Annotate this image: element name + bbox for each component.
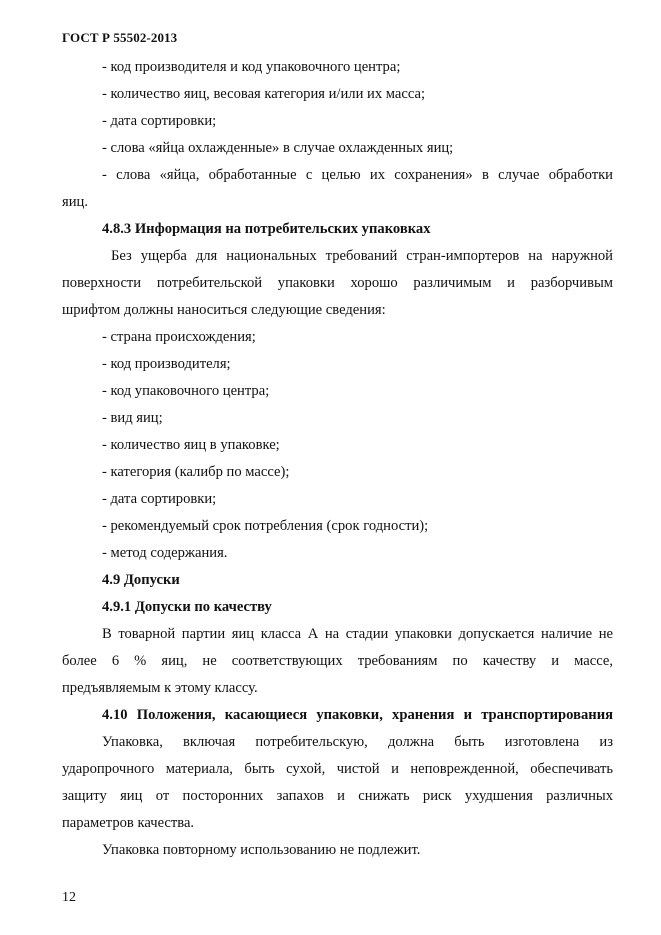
list-item-chilled: - слова «яйца охлажденные» в случае охлажденных яиц; (102, 140, 454, 156)
list-item-producer-code: - код производителя и код упаковочного центра; (102, 59, 401, 75)
list-item: - рекомендуемый срок потребления (срок годности); (102, 518, 429, 534)
list-item-sort-date: - дата сортировки; (102, 113, 217, 129)
list-item-preserved: - слова «яйца, обработанные с целью их сохранения» в случае обработки (102, 167, 613, 183)
paragraph-line: шрифтом должны наноситься следующие сведения: (62, 302, 386, 318)
paragraph-line: защиту яиц от посторонних запахов и снижать риск ухудшения различных (62, 788, 613, 804)
page-number: 12 (62, 890, 76, 905)
list-item: - метод содержания. (102, 545, 228, 561)
section-heading-4-9: 4.9 Допуски (102, 572, 180, 588)
paragraph-line: более 6 % яиц, не соответствующих требованиям по качеству и массе, (62, 653, 613, 669)
section-heading-4-9-1: 4.9.1 Допуски по качеству (102, 599, 272, 615)
list-item-preserved-cont: яиц. (62, 194, 88, 210)
list-item: - код производителя; (102, 356, 231, 372)
paragraph-line: Упаковка, включая потребительскую, должна быть изготовлена из (102, 734, 613, 750)
paragraph-line: В товарной партии яиц класса А на стадии упаковки допускается наличие не (102, 626, 613, 642)
paragraph-line: ударопрочного материала, быть сухой, чистой и неповрежденной, обеспечивать (62, 761, 613, 777)
paragraph-line: предъявляемым к этому классу. (62, 680, 258, 696)
list-item: - количество яиц в упаковке; (102, 437, 280, 453)
list-item-egg-count: - количество яиц, весовая категория и/или их масса; (102, 86, 426, 102)
list-item: - дата сортировки; (102, 491, 217, 507)
paragraph-line: поверхности потребительской упаковки хорошо различимым и разборчивым (62, 275, 613, 291)
paragraph-line: Упаковка повторному использованию не подлежит. (102, 842, 421, 858)
document-body (62, 54, 613, 864)
paragraph-line: Без ущерба для национальных требований стран-импортеров на наружной (102, 248, 613, 264)
section-heading-4-8-3: 4.8.3 Информация на потребительских упаковках (102, 221, 431, 237)
list-item: - код упаковочного центра; (102, 383, 270, 399)
paragraph-line: параметров качества. (62, 815, 195, 831)
list-item: - категория (калибр по массе); (102, 464, 290, 480)
section-heading-4-10: 4.10 Положения, касающиеся упаковки, хранения и транспортирования (102, 707, 613, 723)
running-header: ГОСТ Р 55502-2013 (62, 30, 178, 45)
list-item: - страна происхождения; (102, 329, 256, 345)
list-item: - вид яиц; (102, 410, 163, 426)
